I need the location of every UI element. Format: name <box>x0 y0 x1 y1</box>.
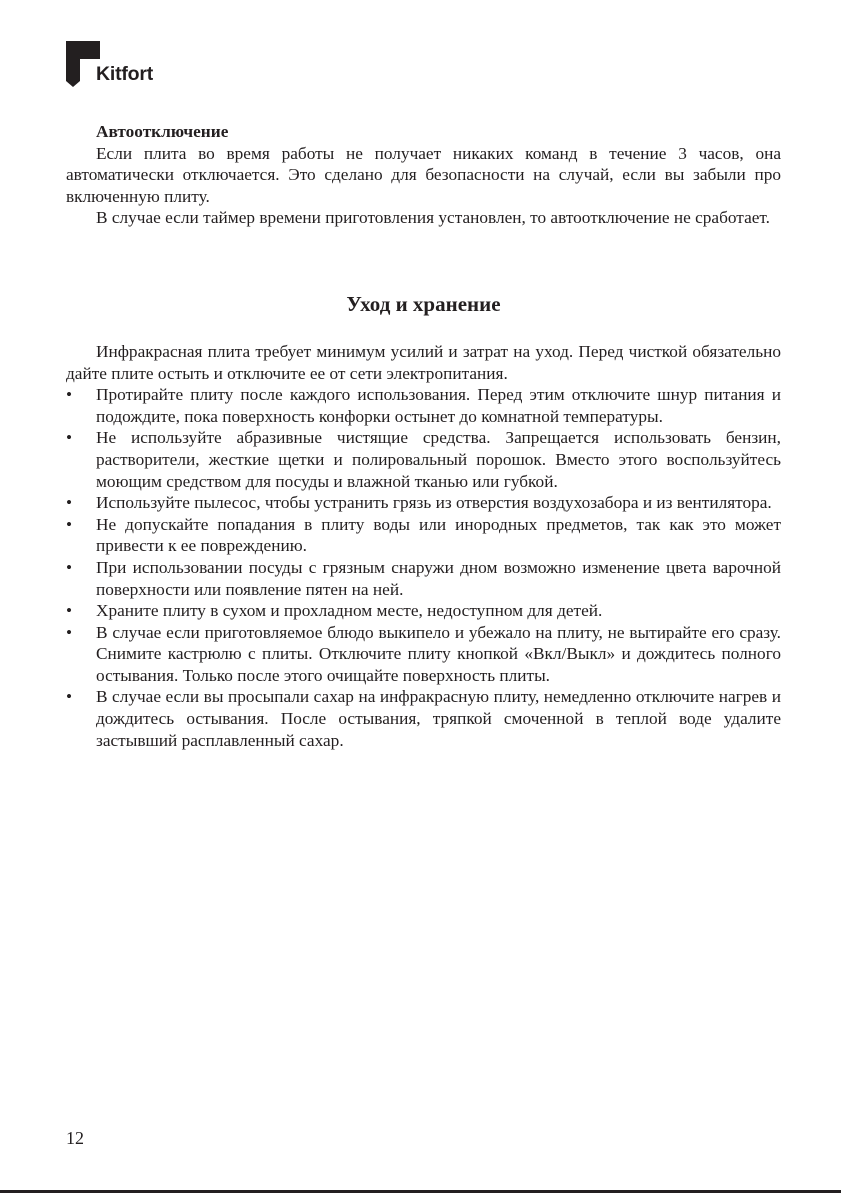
bullet-icon: • <box>66 514 73 534</box>
bullet-icon: • <box>66 622 73 642</box>
list-item-text: Храните плиту в сухом и прохладном месте, недоступном для детей. <box>96 601 603 621</box>
list-item-text: При использовании посуды с грязным снаружи дном возможно изменение цвета варочной поверхности или появление пятен на ней. <box>96 557 781 599</box>
care-list <box>66 384 781 751</box>
list-item-text: Не используйте абразивные чистящие средства. Запрещается использовать бензин, растворители, жесткие щетки и полировальный порошок. Вместо этого воспользуйтесь моющим средством для посуды и влажной тканью или губкой. <box>96 428 781 491</box>
auto-off-paragraph-1: Если плита во время работы не получает никаких команд в течение 3 часов, она автоматически отключается. Это сделано для безопасности на случай, если вы забыли про включенную плиту. <box>66 143 781 206</box>
auto-off-heading: Автоотключение <box>96 122 229 141</box>
list-item <box>66 492 781 514</box>
list-item-text: Не допускайте попадания в плиту воды или инородных предметов, так как это может привести к ее повреждению. <box>96 514 781 556</box>
list-item <box>66 514 781 557</box>
bullet-icon: • <box>66 557 73 577</box>
list-item-text: Используйте пылесос, чтобы устранить грязь из отверстия воздухозабора и из вентилятора. <box>96 493 772 513</box>
list-item-text: В случае если вы просыпали сахар на инфракрасную плиту, немедленно отключите нагрев и дождитесь остывания. После остывания, тряпкой смоченной в теплой воде удалите застывший расплавленный сахар. <box>96 687 781 750</box>
page-number: 12 <box>66 1128 84 1148</box>
bullet-icon: • <box>66 601 73 621</box>
care-intro: Инфракрасная плита требует минимум усилий и затрат на уход. Перед чисткой обязательно дайте плите остыть и отключите ее от сети электропитания. <box>66 341 781 383</box>
list-item-text: Протирайте плиту после каждого использования. Перед этим отключите шнур питания и подождите, пока поверхность конфорки остынет до комнатной температуры. <box>96 385 781 426</box>
list-item <box>66 622 781 687</box>
bullet-icon: • <box>66 493 73 513</box>
list-item <box>66 600 781 622</box>
bullet-icon: • <box>66 385 73 405</box>
list-item <box>66 427 781 492</box>
bullet-icon: • <box>66 428 73 448</box>
brand-name: Kitfort <box>96 63 154 85</box>
care-heading: Уход и хранение <box>346 291 501 316</box>
auto-off-paragraph-2: В случае если таймер времени приготовления установлен, то автоотключение не сработает. <box>96 208 770 228</box>
list-item <box>66 557 781 600</box>
list-item-text: В случае если приготовляемое блюдо выкипело и убежало на плиту, не вытирайте его сразу. Снимите кастрюлю с плиты. Отключите плиту кнопкой «Вкл/Выкл» и дождитесь полного остывания. Только после этого очищайте поверхность плиты. <box>96 622 781 685</box>
page-content <box>66 121 781 751</box>
kitfort-logo-icon <box>66 41 100 87</box>
list-item <box>66 686 781 751</box>
bullet-icon: • <box>66 687 73 707</box>
list-item <box>66 384 781 427</box>
